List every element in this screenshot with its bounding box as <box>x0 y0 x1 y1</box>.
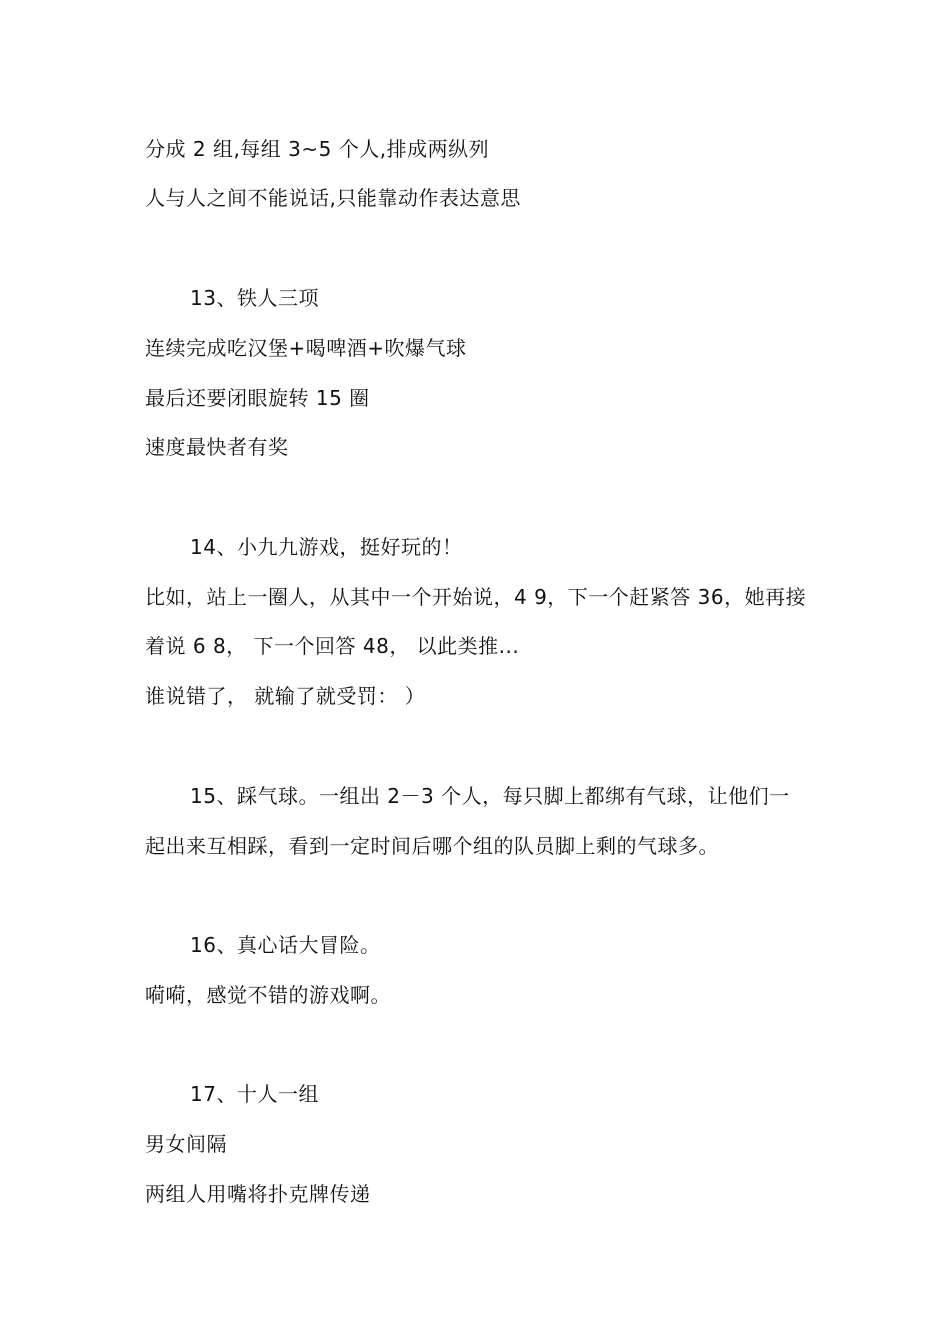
section-heading: 16、真心话大冒险。 <box>190 933 381 957</box>
section-heading: 13、铁人三项 <box>190 286 319 310</box>
section-heading: 17、十人一组 <box>190 1082 319 1106</box>
text-line: 男女间隔 <box>145 1132 227 1156</box>
text-line: 嗬嗬，感觉不错的游戏啊。 <box>145 983 391 1007</box>
section-heading: 15、踩气球。一组出 2－3 个人，每只脚上都绑有气球，让他们一 <box>190 784 790 808</box>
text-line: 分成 2 组,每组 3~5 个人,排成两纵列 <box>145 137 490 161</box>
text-line: 两组人用嘴将扑克牌传递 <box>145 1182 371 1206</box>
text-line: 人与人之间不能说话,只能靠动作表达意思 <box>145 186 521 210</box>
text-line: 起出来互相踩，看到一定时间后哪个组的队员脚上剩的气球多。 <box>145 834 719 858</box>
text-line: 连续完成吃汉堡+喝啤酒+吹爆气球 <box>145 336 467 360</box>
text-line: 着说 6 8， 下一个回答 48， 以此类推... <box>145 634 520 658</box>
text-line: 最后还要闭眼旋转 15 圈 <box>145 386 370 410</box>
section-heading: 14、小九九游戏，挺好玩的！ <box>190 535 463 559</box>
text-line: 比如，站上一圈人，从其中一个开始说，4 9，下一个赶紧答 36，她再接 <box>145 585 807 609</box>
text-line: 谁说错了， 就输了就受罚： ） <box>145 684 426 708</box>
text-line: 速度最快者有奖 <box>145 435 289 459</box>
